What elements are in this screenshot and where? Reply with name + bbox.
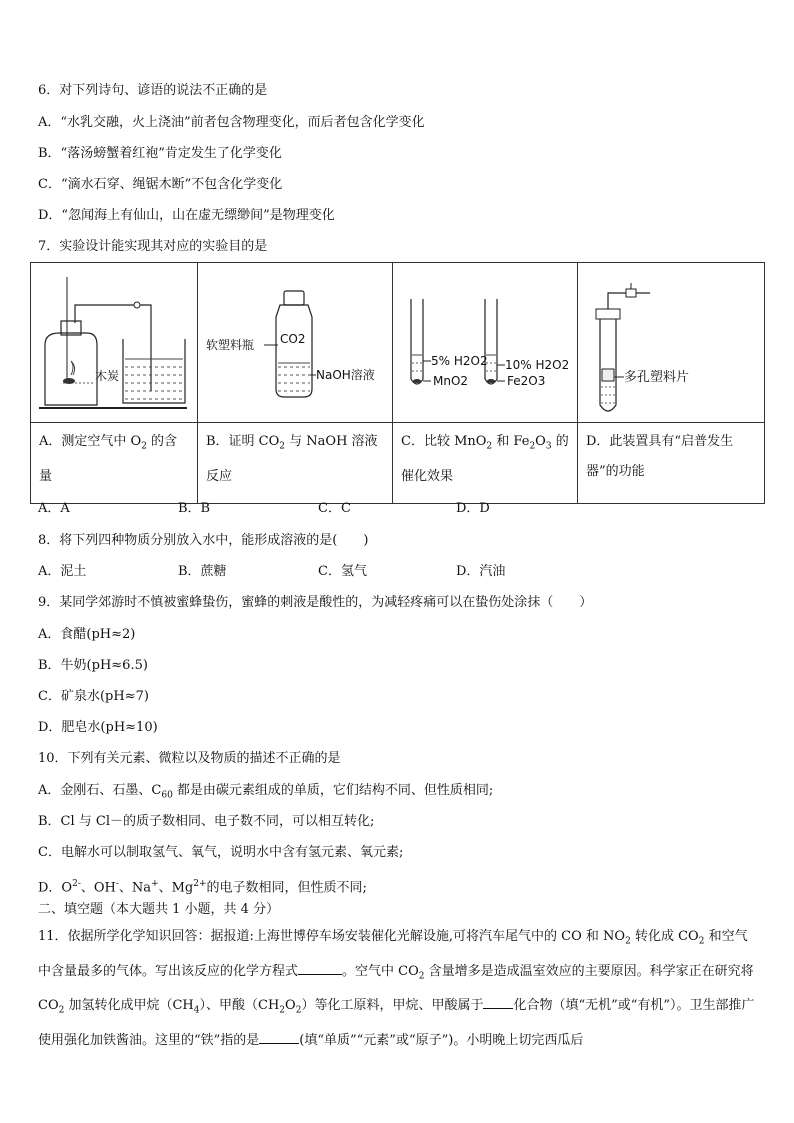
q11-paragraph: 11．依据所学化学知识回答：据报道:上海世博停车场安装催化光解设施,可将汽车尾气中的 CO 和 $NO_2$ 转化成 $CO_2$ 和空气中含量最多的气体。写出该反应的化学方程式 。空气中 $CO_2$ 含量增多是造成温室效应的主要原因。科学家正在研究将 $CO_2$ 加氢转化成甲烷$(CH_4)$、甲酸$(CH_2O_2)$等化工原料，甲烷、甲酸属于 化合物（填“无机”或“有机”）。卫生部推广使用强化加铁酱油。这里的“铁”指的是 (填“单质”“元素”或“原子”)。小明晚上切完西瓜后 xyxy=(38,929,755,1048)
fig-c-cell xyxy=(393,263,578,423)
blank-iron-form[interactable] xyxy=(259,1031,299,1044)
q9-option-d: D．肥皂水(pH≈10) xyxy=(38,720,158,735)
q6-option-b: B．“落汤螃蟹着红袍”肯定发生了化学变化 xyxy=(38,146,282,161)
fig-b-apparatus xyxy=(198,263,392,418)
q7-options xyxy=(38,500,490,518)
q9-option-a: A．食醋(pH≈2) xyxy=(38,627,136,642)
q8-option-b: B．蔗糖 xyxy=(178,564,227,579)
q6-option-d: D．“忽闻海上有仙山，山在虚无缥缈间”是物理变化 xyxy=(38,208,335,223)
fig-a-label: 木炭 xyxy=(95,369,120,383)
blank-equation[interactable] xyxy=(298,962,342,975)
section-heading: 二、填空题（本大题共 1 小题，共 4 分） xyxy=(38,902,280,917)
q9-option-b: B．牛奶(pH≈6.5) xyxy=(38,658,148,673)
fig-d-label: 多孔塑料片 xyxy=(624,370,690,385)
q8-option-d: D．汽油 xyxy=(456,564,506,579)
q7-option-d: D．D xyxy=(456,501,490,516)
q8-stem: 8．将下列四种物质分别放入水中，能形成溶液的是( ) xyxy=(38,533,369,548)
q8-option-c: C．氢气 xyxy=(318,564,367,579)
fig-b-bottle-label: 软塑料瓶 xyxy=(206,338,255,352)
q10-option-a: A．金刚石、石墨、$C_{60}$ 都是由碳元素组成的单质，它们结构不同、但性质相同; xyxy=(38,783,494,801)
q8-options xyxy=(38,563,505,581)
fig-b-gas-label: CO2 xyxy=(280,332,306,346)
q6-stem: 6．对下列诗句、谚语的说法不正确的是 xyxy=(38,83,268,98)
blank-compound-type[interactable] xyxy=(483,996,513,1009)
caption-d: D．此装置具有“启普发生器”的功能 xyxy=(578,423,765,504)
q6-option-a: A．“水乳交融，火上浇油”前者包含物理变化，而后者包含化学变化 xyxy=(38,115,425,130)
q7-stem: 7．实验设计能实现其对应的实验目的是 xyxy=(38,239,268,254)
fig-c-right-top: 10% H2O2 xyxy=(505,358,570,372)
fig-a-cell xyxy=(31,263,198,423)
caption-c: C．比较 MnO$_2$ 和 $Fe_2O_3$ 的催化效果 xyxy=(393,423,578,504)
fig-d-apparatus xyxy=(578,263,764,418)
q10-option-d: D．$O^{2-}$、OH-、Na+、$Mg^{2+}$的电子数相同，但性质不同; xyxy=(38,879,367,896)
fig-c-left-bottom: MnO2 xyxy=(433,374,469,388)
q10-stem: 10．下列有关元素、微粒以及物质的描述不正确的是 xyxy=(38,751,341,766)
fig-a-apparatus xyxy=(31,263,197,418)
q7-option-c: C．C xyxy=(318,501,351,516)
fig-b-solution-label: NaOH溶液 xyxy=(316,368,375,382)
q10-option-c: C．电解水可以制取氢气、氧气，说明水中含有氢元素、氧元素; xyxy=(38,845,404,860)
q7-option-b: B．B xyxy=(178,501,211,516)
q7-experiment-table xyxy=(30,262,765,504)
q8-option-a: A．泥土 xyxy=(38,564,87,579)
q6-option-c: C．“滴水石穿、绳锯木断”不包含化学变化 xyxy=(38,177,283,192)
fig-b-cell xyxy=(198,263,393,423)
fig-c-left-top: 5% H2O2 xyxy=(431,354,488,368)
fig-c-right-bottom: Fe2O3 xyxy=(507,374,546,388)
q10-option-b: B．Cl 与 Cl－的质子数相同、电子数不同，可以相互转化; xyxy=(38,814,375,829)
caption-a: A．测定空气中 $O_2$ 的含量 xyxy=(31,423,198,504)
q9-option-c: C．矿泉水(pH≈7) xyxy=(38,689,149,704)
fig-d-cell xyxy=(578,263,765,423)
q7-option-a: A．A xyxy=(38,501,70,516)
caption-b: B．证明 $CO_2$ 与 NaOH 溶液反应 xyxy=(198,423,393,504)
q9-stem: 9．某同学郊游时不慎被蜜蜂蛰伤，蜜蜂的刺液是酸性的，为减轻疼痛可以在蛰伤处涂抹（ ） xyxy=(38,595,593,610)
fig-c-apparatus xyxy=(393,263,577,418)
